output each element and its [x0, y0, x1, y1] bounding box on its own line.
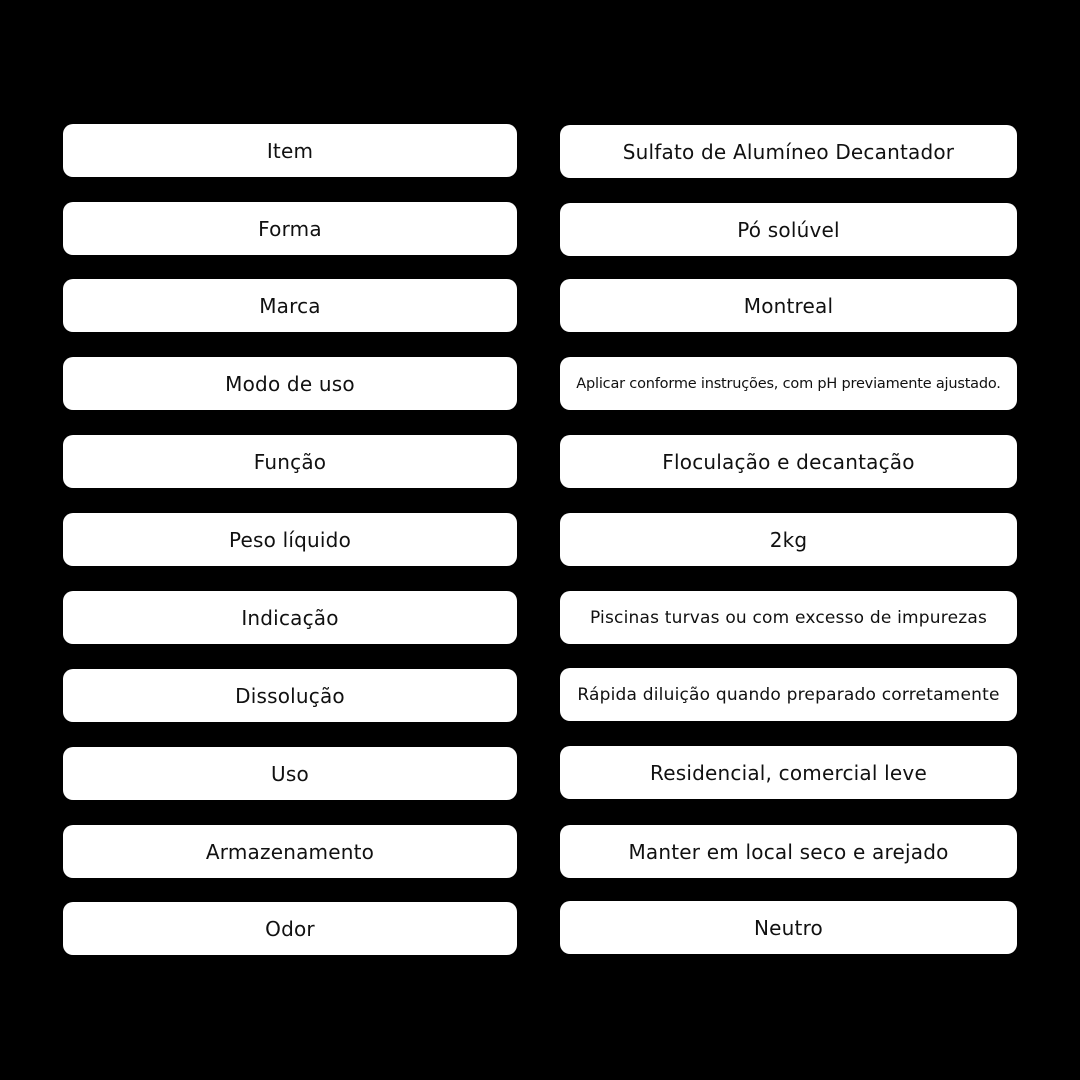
spec-value-indicacao: Piscinas turvas ou com excesso de impurezas — [560, 591, 1017, 644]
spec-value-forma: Pó solúvel — [560, 203, 1017, 256]
spec-label-marca: Marca — [63, 279, 517, 332]
spec-label-item: Item — [63, 124, 517, 177]
spec-label-funcao: Função — [63, 435, 517, 488]
spec-value-modo-de-uso: Aplicar conforme instruções, com pH previamente ajustado. — [560, 357, 1017, 410]
spec-label-modo-de-uso: Modo de uso — [63, 357, 517, 410]
spec-label-dissolucao: Dissolução — [63, 669, 517, 722]
spec-value-armazenamento: Manter em local seco e arejado — [560, 825, 1017, 878]
spec-value-marca: Montreal — [560, 279, 1017, 332]
spec-value-peso-liquido: 2kg — [560, 513, 1017, 566]
spec-label-uso: Uso — [63, 747, 517, 800]
spec-label-peso-liquido: Peso líquido — [63, 513, 517, 566]
spec-label-forma: Forma — [63, 202, 517, 255]
spec-value-funcao: Floculação e decantação — [560, 435, 1017, 488]
spec-value-item: Sulfato de Alumíneo Decantador — [560, 125, 1017, 178]
spec-value-dissolucao: Rápida diluição quando preparado corretamente — [560, 668, 1017, 721]
spec-label-armazenamento: Armazenamento — [63, 825, 517, 878]
spec-value-odor: Neutro — [560, 901, 1017, 954]
spec-value-uso: Residencial, comercial leve — [560, 746, 1017, 799]
spec-label-indicacao: Indicação — [63, 591, 517, 644]
spec-label-odor: Odor — [63, 902, 517, 955]
